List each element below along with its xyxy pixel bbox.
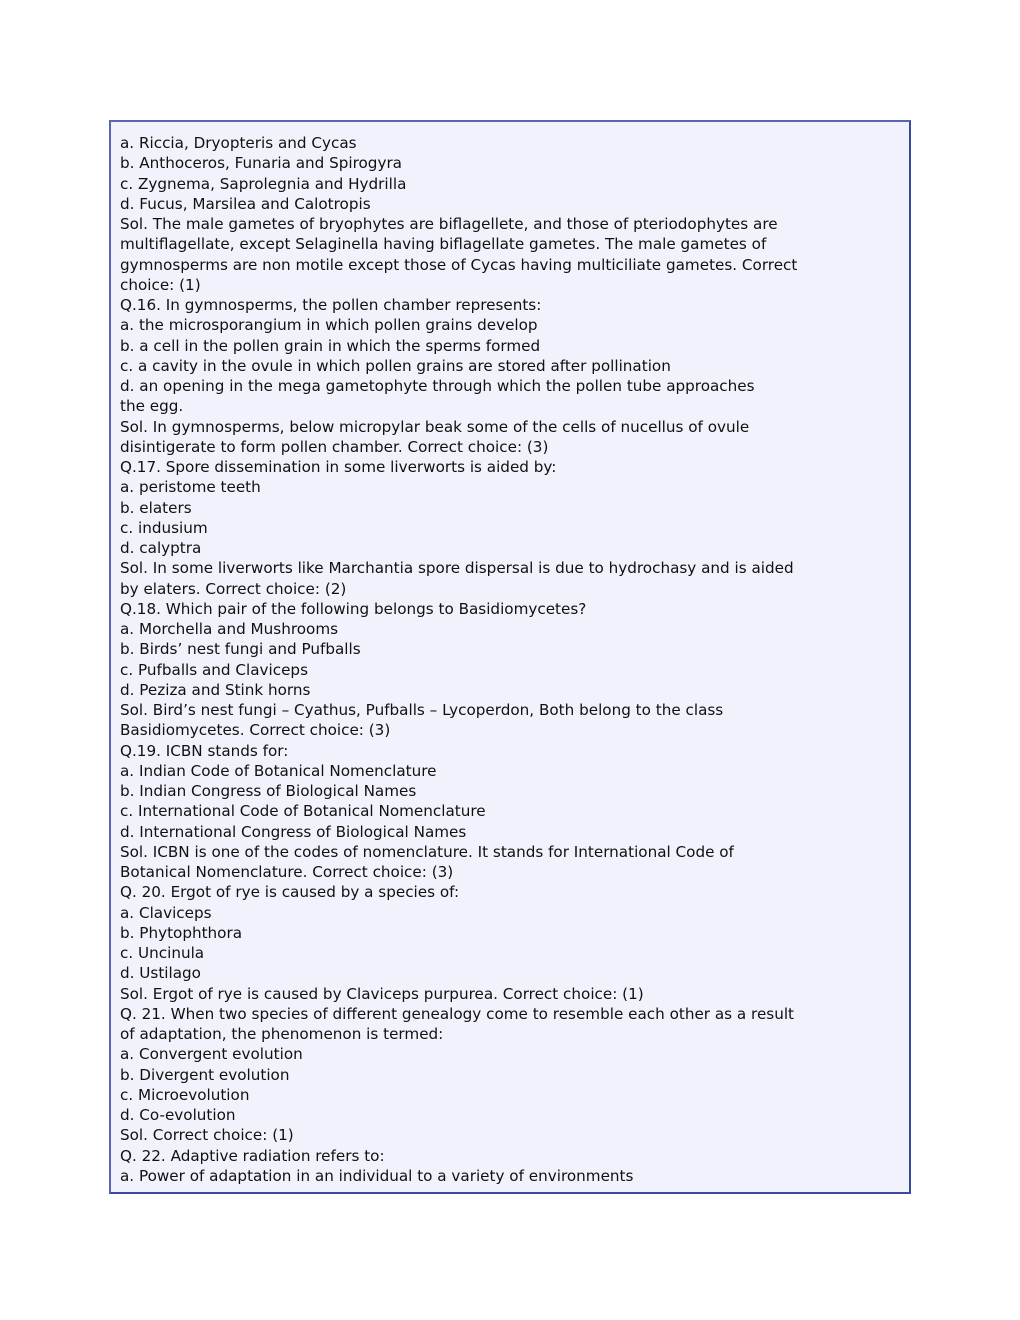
text-line: c. Pufballs and Claviceps xyxy=(120,660,308,679)
text-line: the egg. xyxy=(120,397,184,416)
text-line: Sol. Correct choice: (1) xyxy=(120,1126,294,1145)
text-line: d. International Congress of Biological Names xyxy=(120,822,467,841)
text-line: b. elaters xyxy=(120,498,192,517)
text-line: multiflagellate, except Selaginella having biflagellate gametes. The male gametes of xyxy=(120,235,767,254)
question-text-box xyxy=(109,120,911,1194)
text-line: Q.18. Which pair of the following belongs to Basidiomycetes? xyxy=(120,599,587,618)
text-line: c. Zygnema, Saprolegnia and Hydrilla xyxy=(120,174,407,193)
text-line: d. Ustilago xyxy=(120,964,201,983)
text-line: a. the microsporangium in which pollen grains develop xyxy=(120,316,538,335)
text-line: Q.16. In gymnosperms, the pollen chamber represents: xyxy=(120,296,542,314)
text-line: b. a cell in the pollen grain in which the sperms formed xyxy=(120,336,541,355)
text-line: Q.17. Spore dissemination in some liverworts is aided by: xyxy=(120,458,557,476)
text-line: Q. 20. Ergot of rye is caused by a species of: xyxy=(120,883,460,902)
text-line: a. peristome teeth xyxy=(120,478,261,497)
text-line: d. Fucus, Marsilea and Calotropis xyxy=(120,194,371,213)
text-line: b. Birds’ nest fungi and Pufballs xyxy=(120,640,361,659)
text-line: Q. 22. Adaptive radiation refers to: xyxy=(120,1146,385,1165)
text-line: a. Morchella and Mushrooms xyxy=(120,620,339,638)
text-line: Sol. The male gametes of bryophytes are biflagellete, and those of pteriodophytes are xyxy=(120,215,778,233)
text-line: choice: (1) xyxy=(120,275,201,294)
text-line: Sol. ICBN is one of the codes of nomenclature. It stands for International Code of xyxy=(120,842,734,861)
text-line: Basidiomycetes. Correct choice: (3) xyxy=(120,721,391,740)
text-line: Sol. Bird’s nest fungi – Cyathus, Pufballs – Lycoperdon, Both belong to the class xyxy=(120,701,724,719)
text-line: a. Riccia, Dryopteris and Cycas xyxy=(120,134,357,152)
text-line: Sol. In gymnosperms, below micropylar beak some of the cells of nucellus of ovule xyxy=(120,417,750,436)
text-line: Botanical Nomenclature. Correct choice: (3) xyxy=(120,863,454,881)
text-line: d. calyptra xyxy=(120,539,202,557)
text-line: d. Co-evolution xyxy=(120,1106,236,1124)
text-line: of adaptation, the phenomenon is termed: xyxy=(120,1025,444,1043)
text-line: d. an opening in the mega gametophyte through which the pollen tube approaches xyxy=(120,377,755,395)
text-line: a. Indian Code of Botanical Nomenclature xyxy=(120,761,437,780)
text-line: b. Anthoceros, Funaria and Spirogyra xyxy=(120,154,402,173)
text-line: by elaters. Correct choice: (2) xyxy=(120,579,347,598)
text-line: Q. 21. When two species of different genealogy come to resemble each other as a result xyxy=(120,1004,795,1023)
text-line: c. International Code of Botanical Nomenclature xyxy=(120,802,486,821)
text-line: b. Divergent evolution xyxy=(120,1065,290,1084)
text-line: a. Convergent evolution xyxy=(120,1045,303,1064)
text-line: Sol. In some liverworts like Marchantia spore dispersal is due to hydrochasy and is aided xyxy=(120,559,794,578)
text-line: a. Claviceps xyxy=(120,903,212,922)
text-line: b. Phytophthora xyxy=(120,923,243,942)
text-line: c. a cavity in the ovule in which pollen grains are stored after pollination xyxy=(120,356,671,375)
text-line: disintigerate to form pollen chamber. Correct choice: (3) xyxy=(120,437,549,456)
question-lines xyxy=(120,133,797,1186)
text-line: c. Uncinula xyxy=(120,944,205,962)
text-line: gymnosperms are non motile except those of Cycas having multiciliate gametes. Correct xyxy=(120,255,798,274)
text-line: c. Microevolution xyxy=(120,1085,250,1104)
text-line: Sol. Ergot of rye is caused by Claviceps purpurea. Correct choice: (1) xyxy=(120,984,644,1003)
text-line: d. Peziza and Stink horns xyxy=(120,680,311,699)
text-line: b. Indian Congress of Biological Names xyxy=(120,782,417,800)
text-line: a. Power of adaptation in an individual to a variety of environments xyxy=(120,1166,634,1185)
text-line: Q.19. ICBN stands for: xyxy=(120,741,289,760)
text-line: c. indusium xyxy=(120,518,208,537)
